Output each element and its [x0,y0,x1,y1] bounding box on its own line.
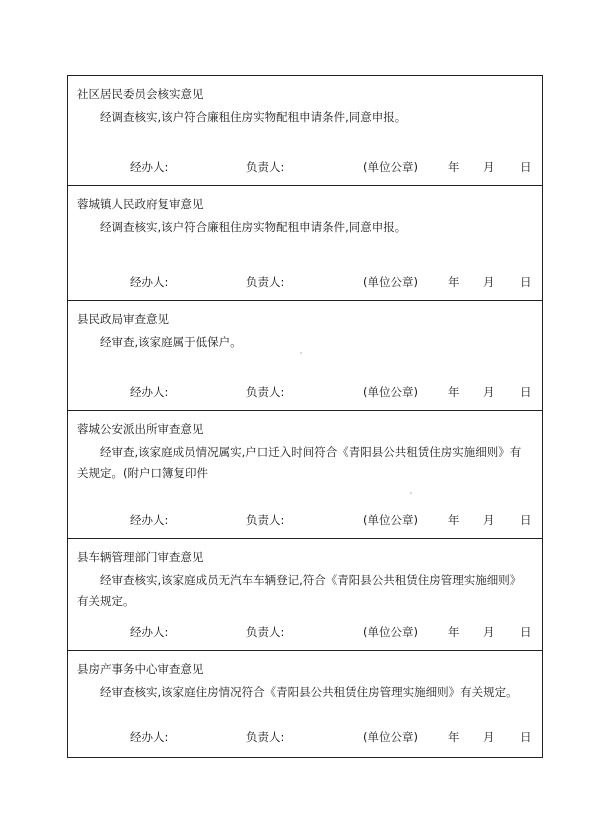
day-label: 日 [520,730,532,744]
month-label: 月 [483,275,495,289]
section-title: 县房产事务中心审查意见 [77,662,204,676]
handler-label: 经办人: [130,625,169,639]
chief-label: 负责人: [246,385,285,399]
day-label: 日 [520,385,532,399]
section-police-station [68,411,542,539]
seal-label: (单位公章) [363,160,418,174]
section-community-committee [68,76,542,186]
chief-label: 负责人: [246,160,285,174]
seal-label: (单位公章) [363,513,418,527]
section-title: 社区居民委员会核实意见 [77,87,204,101]
chief-label: 负责人: [246,730,285,744]
section-town-government [68,186,542,301]
chief-label: 负责人: [246,513,285,527]
section-title: 蓉城镇人民政府复审意见 [77,197,204,211]
year-label: 年 [448,160,460,174]
year-label: 年 [448,513,460,527]
seal-label: (单位公章) [363,730,418,744]
chief-label: 负责人: [246,275,285,289]
section-opinion-text: 经审查核实,该家庭住房情况符合《青阳县公共租赁住房管理实施细则》有关规定。 [100,685,518,699]
section-opinion-text: 经审查,该家庭成员情况属实,户口迁入时间符合《青阳县公共租赁住房实施细则》有关规定。(附户口簿复印件 [77,445,522,480]
handler-label: 经办人: [130,730,169,744]
seal-label: (单位公章) [363,625,418,639]
section-housing-affairs-center [68,651,542,759]
day-label: 日 [520,625,532,639]
month-label: 月 [483,625,495,639]
section-opinion-text: 经审查核实,该家庭成员无汽车车辆登记,符合《青阳县公共租赁住房管理实施细则》有关规定。 [77,573,522,608]
month-label: 月 [483,513,495,527]
section-title: 蓉城公安派出所审查意见 [77,422,204,436]
signature-row [68,512,542,528]
year-label: 年 [448,275,460,289]
day-label: 日 [520,513,532,527]
section-opinion-text: 经审查,该家庭属于低保户。 [100,335,242,349]
day-label: 日 [520,275,532,289]
signature-row [68,384,542,400]
section-opinion-text: 经调查核实,该户符合廉租住房实物配租申请条件,同意申报。 [100,220,407,234]
month-label: 月 [483,730,495,744]
scan-speck [410,492,412,494]
year-label: 年 [448,385,460,399]
section-vehicle-administration [68,539,542,651]
seal-label: (单位公章) [363,385,418,399]
chief-label: 负责人: [246,625,285,639]
year-label: 年 [448,730,460,744]
handler-label: 经办人: [130,275,169,289]
handler-label: 经办人: [130,385,169,399]
signature-row [68,729,542,745]
day-label: 日 [520,160,532,174]
month-label: 月 [483,385,495,399]
signature-row [68,274,542,290]
section-civil-affairs-bureau [68,301,542,411]
section-title: 县车辆管理部门审查意见 [77,550,204,564]
year-label: 年 [448,625,460,639]
handler-label: 经办人: [130,513,169,527]
month-label: 月 [483,160,495,174]
section-title: 县民政局审查意见 [77,312,169,326]
review-opinion-table [67,75,543,758]
handler-label: 经办人: [130,160,169,174]
seal-label: (单位公章) [363,275,418,289]
signature-row [68,159,542,175]
scan-speck [300,352,302,354]
section-opinion-text: 经调查核实,该户符合廉租住房实物配租申请条件,同意申报。 [100,110,407,124]
signature-row [68,624,542,640]
